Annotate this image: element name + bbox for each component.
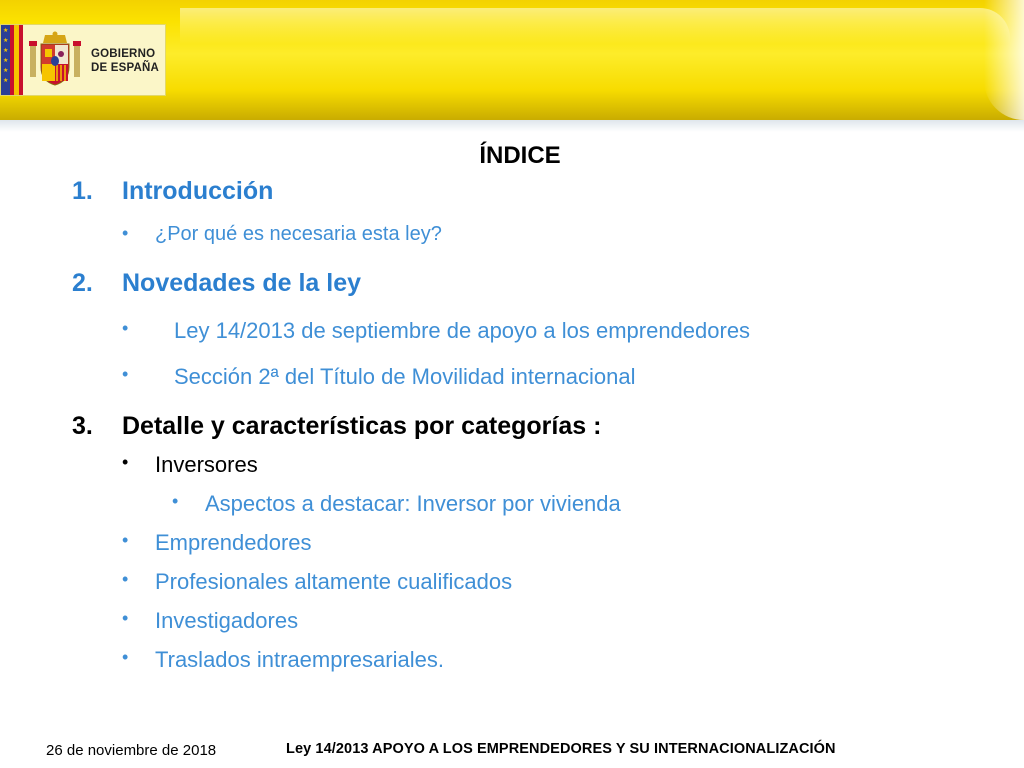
section-number: 2. [72,269,93,297]
bullet-icon: • [122,569,129,589]
list-item-text: Traslados intraempresariales. [155,647,444,672]
logo-line-1: GOBIERNO [91,48,156,60]
bullet-icon: • [122,452,129,472]
bullet-icon: • [122,608,129,628]
bullet-icon: • [122,364,129,384]
banner-curve [984,0,1024,120]
list-item-text: Ley 14/2013 de septiembre de apoyo a los emprendedores [174,318,751,343]
section-number: 3. [72,412,93,440]
bullet-icon: • [122,530,129,550]
list-item-text: ¿Por qué es necesaria esta ley? [155,223,442,245]
banner-highlight [180,8,1010,44]
section-title: Introducción [122,177,274,205]
bullet-icon: • [122,647,129,667]
bullet-icon: • [122,318,129,338]
section-number: 1. [72,177,93,205]
logo-line-2: DE ESPAÑA [91,62,160,74]
footer-title: Ley 14/2013 APOYO A LOS EMPRENDEDORES Y SU INTERNACIONALIZACIÓN [286,741,836,757]
gobierno-logo [0,24,166,96]
coat-of-arms-icon [27,31,83,89]
footer-date: 26 de noviembre de 2018 [46,742,217,759]
section-title: Detalle y características por categorías : [122,412,602,440]
list-item-text: Inversores [155,452,258,477]
bullet-icon: • [122,223,129,243]
list-item-text: Sección 2ª del Título de Movilidad internacional [174,364,636,389]
list-item-text: Investigadores [155,608,299,633]
banner-shadow [0,120,1024,132]
bullet-icon: • [172,491,179,511]
section-title: Novedades de la ley [122,269,362,297]
logo-text [91,47,159,75]
list-item-text: Aspectos a destacar: Inversor por vivienda [205,491,621,516]
spain-flag-icon: ★ ★ ★ ★ ★ ★ [1,25,23,95]
slide-title: ÍNDICE [479,142,561,169]
list-item-text: Profesionales altamente cualificados [155,569,513,594]
list-item-text: Emprendedores [155,530,312,555]
